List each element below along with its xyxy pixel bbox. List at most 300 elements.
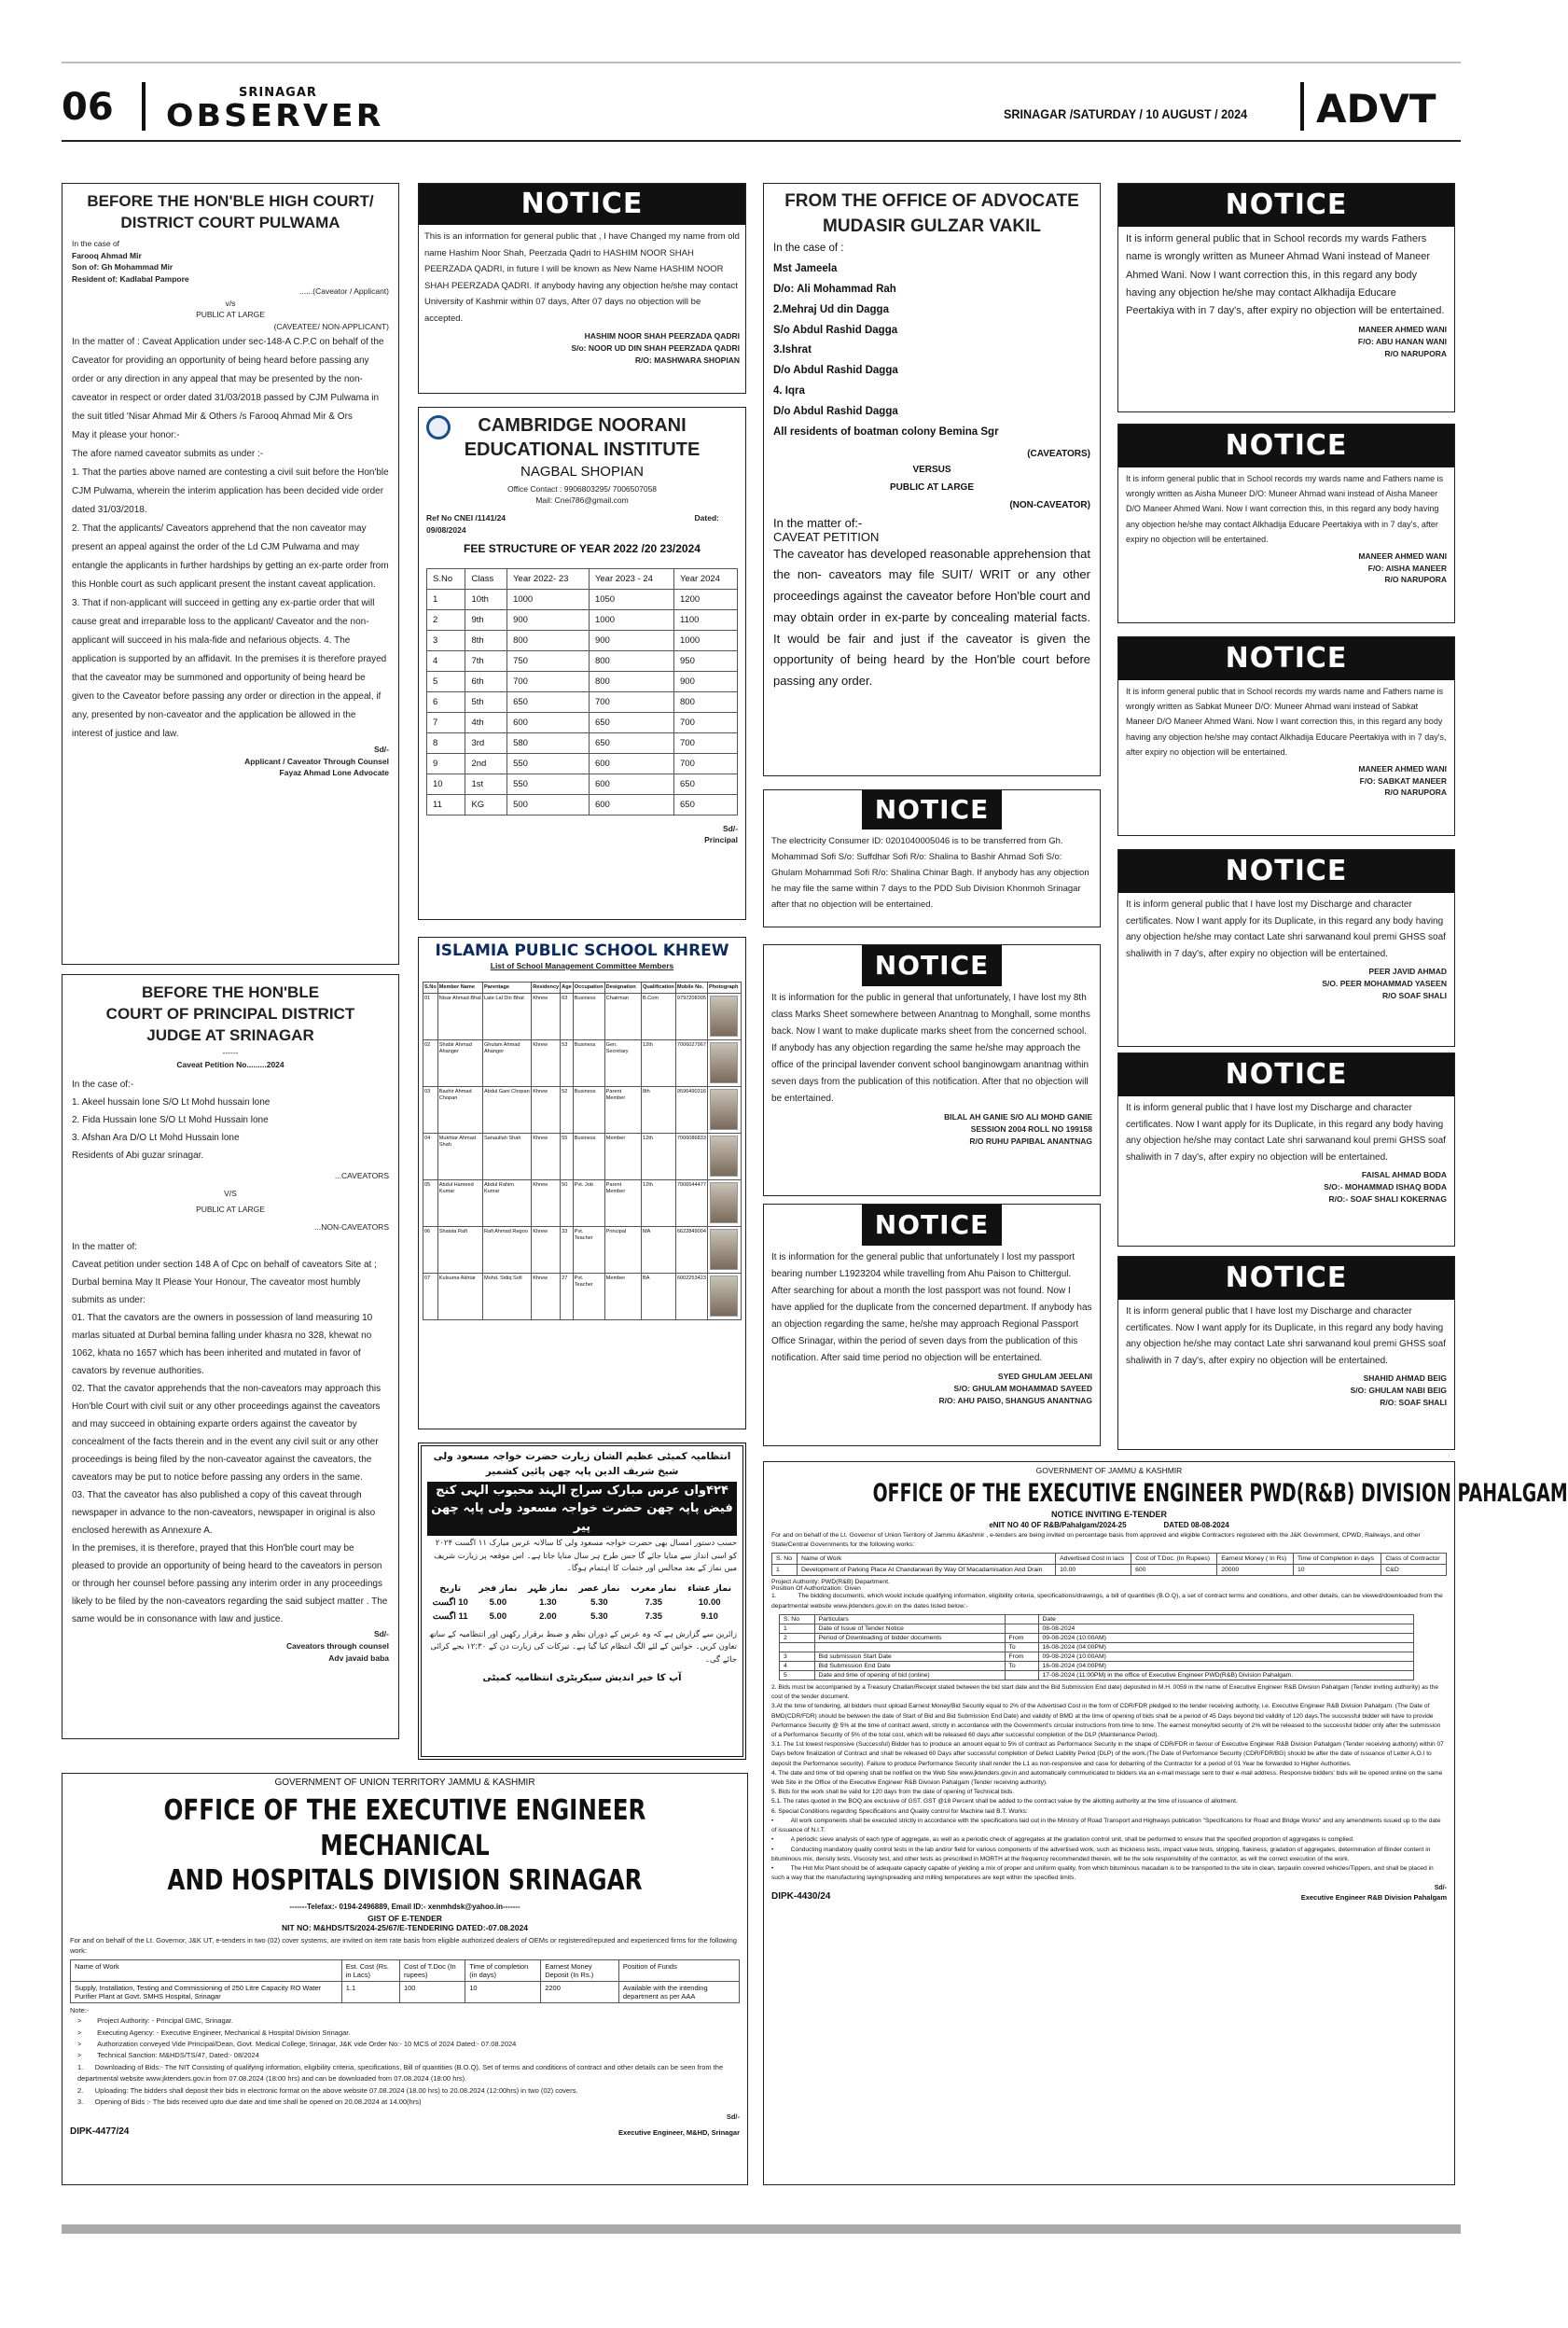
fee-title: FEE STRUCTURE OF YEAR 2022 /20 23/2024 [464, 541, 701, 555]
note-text: Technical Sanction: M&HDS/TS/47, Dated:- 08/2024 [97, 2051, 259, 2060]
column-header: Year 2022- 23 [507, 568, 590, 589]
table-cell: Shabir Ahmad Ahanger [437, 1040, 482, 1087]
table-cell: 01 [423, 994, 438, 1040]
clause-text: A periodic sieve analysis of each type of aggregate, as well as a periodic check of aggregates at the gradation control unit, shall be performed to ensure that the specified proportion of aggregates is complied. [790, 1836, 1354, 1844]
column-header: Year 2023 - 24 [589, 568, 673, 589]
table-cell: 7006086833 [675, 1134, 707, 1180]
signature: Principal [704, 835, 738, 845]
table-cell: 7006544477 [675, 1180, 707, 1227]
ref-line [426, 512, 738, 524]
line: 2.Mehraj Ud din Dagga [773, 303, 889, 315]
notice-body: This is an information for general public that , I have Changed my name from old name Hashim Noor Shah, Peerzada Qadri to HASHIM NOOR SHAH PEERZADA QADRI, in future I will be known as New Name HASHIM NOOR SHAH PEERZADA QADRI. If anybody having any objection he/she may contact University of Kashmir within 07 days, After 07 days no objection will be accepted. [424, 231, 740, 324]
column-header: S.No [427, 568, 465, 589]
contact-line: -------Telefax:- 0194-2496889, Email ID:- xenmhdsk@yahoo.in------- [289, 1902, 520, 1911]
line: In the case of : [773, 243, 844, 255]
applicant-father: Son of: Gh Mohammad Mir [72, 262, 173, 272]
signature-name: BILAL AH GANIE S/O ALI MOHD GANIE [944, 1112, 1092, 1122]
note-label: Note:- [70, 2006, 90, 2014]
dipk-number: DIPK-4477/24 [70, 2126, 130, 2137]
note-item: > Executing Agency: - Executive Engineer, Mechanical & Hospital Division Srinagar. [77, 2028, 351, 2037]
email: Mail: Cnei786@gmail.com [535, 495, 629, 506]
table-cell: Late Lal Din Bhat [482, 994, 531, 1040]
table-cell: Khrew [532, 1274, 561, 1320]
table-cell: BA [641, 1274, 675, 1320]
cambridge-noorani-fee-notice [418, 407, 746, 920]
table-cell [814, 1642, 1005, 1652]
line: All residents of boatman colony Bemina Sgr [773, 425, 999, 438]
masthead [62, 69, 1461, 142]
note-item: > Project Authority: - Principal GMC, Srinagar. [77, 2016, 233, 2026]
line: 4. Iqra [773, 385, 805, 397]
table-cell: 50 [561, 1180, 574, 1227]
ref-no: Ref No CNEI /1141/24 [426, 513, 506, 523]
photo-image [710, 1042, 738, 1083]
table-cell: 1st [465, 774, 507, 794]
signature: Executive Engineer R&B Division Pahalgam [1300, 1893, 1447, 1903]
table-cell: 8th [465, 630, 507, 650]
member-photo [708, 1180, 742, 1227]
table-cell: 7th [465, 650, 507, 671]
condition-item: 2. Uploading: The bidders shall deposit their bids in electronic format on the above website 07.08.2024 (18.00 hrs) to 20.08.2024 (12:00hrs) in two (02) covers. [77, 2085, 578, 2095]
table-row [427, 1582, 737, 1596]
separator [1300, 82, 1304, 131]
table-cell [1005, 1670, 1038, 1680]
table-cell: 900 [674, 671, 738, 691]
table-cell: Mukhtar Ahmad Shah [437, 1134, 482, 1180]
title-line-1: FROM THE OFFICE OF ADVOCATE [784, 191, 1079, 211]
column-header: Residency [532, 982, 561, 993]
column-header: Cost of T.Doc. (In Rupees) [1131, 1554, 1217, 1565]
table-cell: 600 [589, 794, 673, 815]
paragraph: 03. That the caveator has also published a copy of this caveat through newspaper in advance to the non-caveators, newspaper in original is also enclosed herewith as Annexure A. [72, 1490, 376, 1537]
line: 2. Fida Hussain lone S/O Lt Mohd Hussain lone [72, 1115, 269, 1126]
line: 3.Ishrat [773, 344, 812, 356]
paragraph: In the matter of: [72, 1242, 138, 1253]
table-cell: 17-08-2024 (11:00PM) in the office of Executive Engineer PWD(R&B) Division Pahalgam. [1038, 1670, 1413, 1680]
table-cell: 9 [427, 753, 465, 774]
table-cell: 650 [674, 794, 738, 815]
prayer-timing-table [427, 1582, 737, 1624]
table-cell: 650 [589, 732, 673, 753]
table-cell [1005, 1624, 1038, 1633]
table-cell: Kulsuma Akhtar [437, 1274, 482, 1320]
paragraph-text: The bidding documents, which would include qualifying information, eligibility criteria, specifications/drawings, a bill of quantities (B.O.Q), a set of contract terms and conditions, and other details, can be viewed/downloaded from the departmental website www.jktenders.gov.in on the dates listed below:- [771, 1593, 1443, 1610]
office-title-2: AND HOSPITALS DIVISION SRINAGAR [167, 1864, 643, 1897]
signature-parent: S/O:- MOHAMMAD ISHAQ BODA [1324, 1181, 1447, 1192]
table-cell: 10 [427, 774, 465, 794]
paragraph: 1. That the parties above named are contesting a civil suit before the Hon'ble CJM Pulwama, wherein the interim application has been decided vide order dated 31/03/2018. [72, 467, 389, 515]
table-row [780, 1633, 1414, 1642]
table-cell: 550 [507, 753, 590, 774]
table-cell: 950 [674, 650, 738, 671]
signature-session: SESSION 2004 ROLL NO 199158 [970, 1123, 1092, 1134]
note-text: Authorization conveyed Vide Principal/Dean, Govt. Medical College, Srinagar, J&K vide Order No:- 10 MCS of 2024 Dated:- 07.08.2024 [97, 2040, 517, 2048]
table-cell: 750 [507, 650, 590, 671]
table-cell: Date of Issue of Tender Notice [814, 1624, 1005, 1633]
notice-body: It is information for the public in general that unfortunately, I have lost my 8th class Marks Sheet somewhere between Anantnag to Monghall, some months back. Now I want to make duplicate marks sheet from the concerned school. If anybody has any objection regarding the same he/she may approach the office of the principal lavender convent school banginowgam anantnag within seven days from the publication of this notification. After that no objection will be entertained. [771, 993, 1090, 1104]
table-cell: 600 [589, 774, 673, 794]
paper-name: OBSERVER [166, 97, 384, 133]
table-cell: MA [641, 1227, 675, 1274]
notice-body: It is inform general public that in School records my wards name and Fathers name is wrongly written as Sabkat Muneer D/O: Muneer Ahmad wani instead of Sabkat Maneer D/O Maneer Ahmed Wani. Now I want correction this, in this regard any body having any objection he/she may contact Alkhadija Educare Peertakiya with in 7 day's, after expiry no objection will be entertained. [1126, 687, 1447, 757]
table-cell: 33 [561, 1227, 574, 1274]
notice-body: It is information for the general public that unfortunately I lost my passport bearing number L1923204 while travelling from Ahu Paison to Chittergul. After searching for about a month the lost passport was not found. Now I have applied for the duplicate from the concerned department. If anybody has an objection regarding the same, he/she may approach Regional Passport Office Srinagar, within the period of seven days from the publication of this notification. After said time period no objection will be entertained. [771, 1252, 1092, 1363]
table-cell: 600 [589, 753, 673, 774]
table-cell: 16-08-2024 (04:00PM) [1038, 1661, 1413, 1670]
table-cell: Business [573, 994, 604, 1040]
notice-discharge-certificate-2 [1117, 1052, 1455, 1247]
notice-body: It is inform general public that in School records my wards name and Fathers name is wrongly written as Aisha Muneer D/O: Muneer Ahmad wani instead of Aisha Maneer D/O Maneer Ahmed Wani. Now I want correction this, in this regard any body having any objection he/she may contact Alkhadija Educare Peertakiya with in 7 day's, after expiry no objection will be entertained. [1126, 474, 1444, 544]
clause: • Conducting mandatory quality control tests in the lab and/or field for various components of the advertised work, such as thickness tests, impact value tests, stripping, flakiness, gradation of aggregates, determination of Binder content in bituminous mix, density tests, Viscosity test, and other tests as prescribed in MORTH at the frequency recommended therein, will be the sole responsibility of the contractor, as will the correct execution of the work. [771, 1846, 1431, 1862]
dateline: SRINAGAR /SATURDAY / 10 AUGUST / 2024 [1004, 106, 1248, 121]
table-cell: Bashir Ahmad Chopan [437, 1087, 482, 1134]
table-row [423, 1227, 742, 1274]
photo-image [710, 1182, 738, 1223]
table-cell: Abdul Gani Chopan [482, 1087, 531, 1134]
paragraph: 02. That the cavator apprehends that the non-caveators may approach this Hon'ble Court with civil suit or any other proceedings against the caveators and may succeed in obtaining exparte orders against the caveator by concealment of the facts therein and in the event any civil suit or any other proceedings is being filed by the non-caveator against the caveators, the caveators may be put to notice before passing any orders in the same. [72, 1384, 382, 1484]
school-logo-icon [426, 415, 451, 439]
table-cell: 100 [399, 1982, 465, 2003]
paragraph: 1. The bidding documents, which would include qualifying information, eligibility criteria, specifications/drawings, a bill of quantities (B.O.Q), a set of contract terms and conditions, and other details, can be viewed/downloaded from the departmental website www.jktenders.gov.in on the dates listed below:- [771, 1593, 1443, 1610]
clause: • All work components shall be executed strictly in accordance with the specifications laid out in the Ministry of Road Transport and Highways publication "Specifications for Road and Bridge Works" and any amendments issued up to the date of issuance of N.I.T. [771, 1817, 1441, 1834]
notice-heading: NOTICE [862, 790, 1002, 829]
table-cell: Mohd. Sidiq Sofi [482, 1274, 531, 1320]
nit-date: DATED 08-08-2024 [1163, 1521, 1229, 1530]
schedule-table [779, 1614, 1414, 1680]
table-row [427, 753, 738, 774]
signature-name: MANEER AHMED WANI [1358, 763, 1447, 774]
table-row [772, 1565, 1447, 1576]
public-at-large: PUBLIC AT LARGE [890, 481, 974, 493]
notice-heading: NOTICE [862, 1205, 1002, 1246]
table-cell: 5.00 [489, 1610, 507, 1622]
table-row [780, 1661, 1414, 1670]
notice-school-record-2 [1117, 424, 1455, 623]
paragraph: 01. That the cavators are the owners in possession of land measuring 10 marlas situated at Durbal bemina falling under khasra no 328, khewat no 1062, khata no 1657 which has been inherited and mutated in favor of cavators by revenue authorities. [72, 1313, 373, 1377]
table-cell: 580 [507, 732, 590, 753]
table-cell: Date and time of opening of bid (online) [814, 1670, 1005, 1680]
caveators-role: (CAVEATORS) [1027, 448, 1090, 459]
signature-line-1: Applicant / Caveator Through Counsel [244, 756, 389, 766]
contact: Office Contact : 9906803295/ 7006507058 [506, 483, 658, 494]
table-cell: 5.30 [590, 1596, 608, 1608]
tender-table [70, 1959, 740, 2003]
table-cell: Khrew [532, 1087, 561, 1134]
sd: Sd/- [726, 2112, 740, 2122]
signature-residence: R/O: AHU PAISO, SHANGUS ANANTNAG [938, 1395, 1092, 1405]
table-row [423, 1087, 742, 1134]
table-cell: 1000 [589, 609, 673, 630]
versus: V/S [224, 1189, 237, 1199]
table-cell: 800 [674, 691, 738, 712]
signature-residence: R/O: MASHWARA SHOPIAN [634, 355, 740, 365]
table-cell: Abdul Hameed Kumar [437, 1180, 482, 1227]
notice-body: It is inform general public that I have lost my Discharge and character certificates. Now I want apply for its Duplicate, in this regard any body having any objection he/she may contact Late shri sarwanand koul premi GHSS soaf shaliwith in 7 day's, after expiry no objection will be entertained. [1126, 899, 1446, 959]
table-cell: B.Com [641, 994, 675, 1040]
urdu-heading-1: انتظامیہ کمیٹی عظیم الشان زیارت حضرت خواجہ مسعود ولی شیخ شریف الدین پاپہ چھن پائین کشمیر [433, 1451, 731, 1477]
notice-discharge-certificate-1 [1117, 849, 1455, 1047]
caveat-petition-line: CAVEAT PETITION [773, 529, 880, 544]
table-cell: 27 [561, 1274, 574, 1320]
table-cell: 2200 [541, 1982, 619, 2003]
photo-image [710, 1229, 738, 1270]
table-row [427, 774, 738, 794]
case-of: In the case of [72, 238, 120, 248]
sd: Sd/- [373, 1629, 389, 1639]
table-cell: Business [573, 1134, 604, 1180]
title-line-2: DISTRICT COURT PULWAMA [120, 213, 340, 231]
table-cell: 1000 [507, 589, 590, 609]
gist-title: GIST OF E-TENDER [368, 1913, 442, 1923]
table-cell: 2 [427, 609, 465, 630]
clause: 6. Special Conditions regarding Specifications and Quality control for Machine laid B.T. Works: [771, 1807, 1028, 1815]
signature-residence: R/O NARUPORA [1384, 575, 1447, 585]
nit-number: NIT NO: M&HDS/TS/2024-25/67/E-TENDERING DATED:-07.08.2024 [282, 1922, 528, 1932]
column-header: Est. Cost (Rs. in Lacs) [341, 1960, 399, 1982]
table-cell: Chairman [604, 994, 641, 1040]
header-rule [62, 140, 1461, 142]
table-cell: Nisar Ahmad Bhat [437, 994, 482, 1040]
table-row [423, 1040, 742, 1087]
column-header: تاریخ [439, 1582, 462, 1594]
column-header: نماز عصر [578, 1582, 620, 1594]
non-caveator-role: (NON-CAVEATOR) [1009, 499, 1090, 510]
matter-line: In the matter of:- [773, 515, 863, 530]
list-subtitle: List of School Management Committee Members [490, 961, 674, 970]
title-line-1: BEFORE THE HON'BLE [141, 983, 320, 1001]
versus: VERSUS [912, 464, 951, 475]
paragraph: The afore named caveator submits as under :- [72, 448, 264, 459]
table-cell: 700 [507, 671, 590, 691]
table-cell: To [1005, 1661, 1038, 1670]
table-row [427, 609, 738, 630]
table-cell: Khrew [532, 1227, 561, 1274]
table-cell: 8th [641, 1087, 675, 1134]
table-cell: 650 [674, 774, 738, 794]
note-item: > Technical Sanction: M&HDS/TS/47, Dated:- 08/2024 [77, 2051, 259, 2060]
table-cell: 11 اگست [432, 1610, 468, 1622]
column-header: نماز عشاء [687, 1582, 732, 1594]
table-cell: Rafi Ahmad Regoo [482, 1227, 531, 1274]
dash: ------ [222, 1047, 239, 1057]
table-cell: 2nd [465, 753, 507, 774]
notice-heading: NOTICE [1118, 1053, 1454, 1096]
district-judge-caveat [62, 974, 399, 1739]
column-header: Position of Funds [618, 1960, 739, 1982]
clause: 5.1. The rates quoted in the BOQ are exclusive of GST. GST @18 Percent shall be added to the contract value by the allotting authority at the time of issuance of allotment. [771, 1798, 1238, 1805]
table-row [427, 1596, 737, 1610]
signature-name: SYED GHULAM JEELANI [997, 1372, 1092, 1381]
photo-image [710, 1136, 738, 1177]
table-cell: Khrew [532, 1134, 561, 1180]
table-cell: 05 [423, 1180, 438, 1227]
advocate-vakil-caveat [763, 183, 1101, 776]
table-cell: Sanaullah Shah [482, 1134, 531, 1180]
dipk-number: DIPK-4430/24 [771, 1891, 831, 1903]
table-cell: 7 [427, 712, 465, 732]
sd: Sd/- [1434, 1885, 1447, 1892]
table-cell: Member [604, 1274, 641, 1320]
caveators-role: ...CAVEATORS [334, 1171, 389, 1181]
table-cell: Business [573, 1087, 604, 1134]
table-cell: Bid submission Start Date [814, 1652, 1005, 1661]
nit-title: NOTICE INVITING E-TENDER [1050, 1510, 1167, 1520]
table-row [423, 1180, 742, 1227]
table-cell: Parent Member [604, 1180, 641, 1227]
line: D/o Abdul Rashid Dagga [773, 365, 898, 377]
signature-name: SHAHID AHMAD BEIG [1363, 1373, 1447, 1383]
line: Residents of Abi guzar srinagar. [72, 1150, 204, 1162]
urdu-paragraph: حسب دستور امسال بھی حضرت خواجہ مسعود ولی کا سالانہ عرس مبارک ۱۱ اگست ۲۰۲۴ کو اسی انداز سے منایا جائے گا جس طرح ہر سال منایا جاتا ہے۔ اس موقعہ پر زیارت شریف میں نماز کے بعد مجالس اور ختمات کا اہتمام ہوگا۔ [434, 1539, 737, 1574]
high-court-caveat [62, 183, 399, 965]
clause: 2. Bids must be accompanied by a Treasury Challan/Receipt stated between the bid start date and the Bid Submission End date) deposited in M.H. 0059 in the name of Executive Engineer R&B Division Pahalgam (Tender inviting authority) as the cost of the tender document. [771, 1683, 1439, 1701]
school-title: ISLAMIA PUBLIC SCHOOL KHREW [435, 941, 729, 960]
table-cell: 12th [641, 1040, 675, 1087]
column-header: Designation [604, 982, 641, 993]
paragraph: 3. That if non-applicant will succeed in getting any ex-partie order that will cause great and irreparable loss to the applicant/ Caveator and the non-applicant will succeed in his mala-fide and nefarious objects. 4. The application is supported by an affidavit. In the premises it is therefore prayed that the caveator may be summoned and opportunity of being heard be given to the Caveator before passing any order or direction in the appeal, if any, presented by non-caveator and the application be allowed in the interest of justice and law. [72, 597, 387, 739]
table-cell: 10th [465, 589, 507, 609]
table-cell: 1200 [674, 589, 738, 609]
public-at-large: PUBLIC AT LARGE [196, 1204, 265, 1214]
line: S/o Abdul Rashid Dagga [773, 324, 898, 336]
table-cell: 5.30 [590, 1610, 608, 1622]
sd: Sd/- [722, 823, 738, 833]
signature-residence: R/O RUHU PAPIBAL ANANTNAG [969, 1136, 1092, 1146]
table-cell: 8 [427, 732, 465, 753]
clause: 3.1. The 1st lowest responsive (Successful) Bidder has to produce an amount equal to 5% of contract as Performance Security in the shape of CDR/FDR in favour of Executive Engineer R&B Division Pahalgam (Tender receiving authority) within 07 Days before finalization of Contract and shall be released 60 Days after successful completion of Defect Liability Period (DLP) of the work.(The Date of Performance Security (CDR/FDR/BG) should be after the date of issuance of Letter A.O.I to deposit the Performance security). Failure to produce Performance Security shall render the L1 as non-responsive and case for debarring of the Contractor for a period of 01 Year be forwarded to Higher Authorities. [771, 1741, 1444, 1767]
clause: 4. The date and time of bid opening shall be notified on the Web Site www.jktenders.gov.in and automatically communicated to bidders via an e-mail message sent to their e-mail address. Responsive bidders' bids will be opened online on the same Web Site in the Office of the Executive Engineer R&B Division Pahalgam (Tender receiving authority). [771, 1769, 1443, 1787]
table-row [427, 732, 738, 753]
column-header [1005, 1614, 1038, 1624]
table-cell: 800 [507, 630, 590, 650]
table-cell: Supply, Installation, Testing and Commissioning of 250 Litre Capacity RO Water Purifier Plant at Govt. SMHS Hospital, Srinagar [71, 1982, 342, 2003]
line: Mst Jameela [773, 263, 838, 275]
title-line-1: BEFORE THE HON'BLE HIGH COURT/ [87, 192, 374, 210]
table-cell: 550 [507, 774, 590, 794]
table-cell: 700 [674, 753, 738, 774]
fee-table [426, 568, 738, 815]
column-header: نماز مغرب [631, 1582, 677, 1594]
notice-body: It is inform general public that I have lost my Discharge and character certificates. Now I want apply for its Duplicate, in this regard any body having any objection he/she may contact Late shri sarwanand koul premi GHSS soaf shaliwith in 7 day's, after expiry no objection will be entertained. [1126, 1306, 1446, 1366]
signature-name: MANEER AHMED WANI [1358, 325, 1447, 335]
signature-parent: S/O: GHULAM NABI BEIG [1350, 1385, 1447, 1395]
table-cell: 9596490316 [675, 1087, 707, 1134]
table-cell [780, 1642, 815, 1652]
column-header: Advertised Cost in lacs [1056, 1554, 1131, 1565]
table-cell: From [1005, 1652, 1038, 1661]
page-number: 06 [62, 86, 114, 129]
table-cell: 11 [427, 794, 465, 815]
table-cell: 06 [423, 1227, 438, 1274]
notice-body: It is inform general public that in School records my wards Fathers name is wrongly written as Muneer Ahmad Wani instead of Maneer Ahmed Wani. Now I want correction this, in this regard any body having any objection he/she may contact Alkhadija Educare Peertakiya with in 7 day's, after expiry no objection will be entertained. [1126, 233, 1445, 316]
column-header: Name of Work [797, 1554, 1055, 1565]
notice-heading: NOTICE [1118, 637, 1454, 680]
notice-heading: NOTICE [419, 184, 745, 225]
signature-residence: R/O:- SOAF SHALI KOKERNAG [1328, 1193, 1447, 1204]
table-cell: 1.1 [341, 1982, 399, 2003]
table-cell: From [1005, 1633, 1038, 1642]
table-cell: 3 [780, 1652, 815, 1661]
table-row [427, 589, 738, 609]
table-cell: 3 [427, 630, 465, 650]
column-header: Photograph [708, 982, 742, 993]
clause: 3.At the time of tendering, all bidders must upload Earnest Money/Bid Security equal to 2% of the Advertised Cost in the form of CDR/FDR pledged to the tender receiving authority, i.e. Executive Engineer R&B Division Pahalgam. (The Date of BMD(CDR/FDR) should be between the date of Start of Bid and Bid Submission End Date) and validity of BMD at the time of opening of bids shall be a period of 45 Days beyond bid validity of 120 days.The successful bidder will have to provide Performance Security @ 5% at the time of contract award, strictly in accordance with the Government's circular instructions from time to time. The earnest money/bid security of 2% will be released to the successful bidder only after the submission of a Performance Security of 5% of the total cost, which will be released 60 days after successful completion of the DLP (Maintenance Period). [771, 1703, 1441, 1738]
condition-text: Downloading of Bids:- The NIT Consisting of qualifying information, eligibility criteria, specifications, Bill of quantities (B.O.Q), Set of terms and conditions of contract and other details can be seen from the departmental website www.jktenders.gov.in from 07.08.2024 (18:00 hrs) and can be downloaded from 07.08.2024 (18:00 hrs). [77, 2062, 724, 2084]
separator [142, 82, 146, 131]
urdu-footer: آپ کا خیر اندیش سیکریٹری انتظامیہ کمیٹی [482, 1672, 682, 1683]
table-cell: 7.35 [645, 1610, 662, 1622]
table-cell: Pvt. Teacher [573, 1274, 604, 1320]
signature-residence: R/O: SOAF SHALI [1380, 1397, 1447, 1407]
table-row [427, 1610, 737, 1624]
table-row [772, 1554, 1447, 1565]
title-line-3: JUDGE AT SRINAGAR [146, 1025, 314, 1044]
table-cell: Abdul Rahim Kumar [482, 1180, 531, 1227]
table-cell: 9797208305 [675, 994, 707, 1040]
table-cell: 500 [507, 794, 590, 815]
applicant-residence: Resident of: Kadlabal Pampore [72, 274, 189, 285]
table-cell: Pvt. Job [573, 1180, 604, 1227]
table-row [780, 1642, 1414, 1652]
table-row [780, 1652, 1414, 1661]
petition-no: Caveat Petition No.........2024 [176, 1059, 284, 1069]
table-cell: 6 [427, 691, 465, 712]
members-table [423, 982, 742, 1320]
notice-heading: NOTICE [1118, 184, 1454, 227]
table-cell: 10.00 [1056, 1565, 1131, 1576]
paper-top-label: SRINAGAR [239, 86, 317, 100]
table-cell: 04 [423, 1134, 438, 1180]
column-header: Particulars [814, 1614, 1005, 1624]
table-cell: 10 [465, 1982, 541, 2003]
table-cell: 700 [589, 691, 673, 712]
table-cell: 5.00 [489, 1596, 507, 1608]
versus: v/s [225, 298, 236, 308]
clause: • A periodic sieve analysis of each type of aggregate, as well as a periodic check of aggregates at the gradation control unit, shall be performed to ensure that the specified proportion of aggregates is complied. [771, 1836, 1354, 1844]
member-photo [708, 1227, 742, 1274]
table-cell: 600 [1131, 1565, 1217, 1576]
member-photo [708, 994, 742, 1040]
table-cell: Khrew [532, 1040, 561, 1087]
table-cell: Gen. Secretary [604, 1040, 641, 1087]
notice-heading: NOTICE [1118, 1257, 1454, 1300]
notice-discharge-certificate-3 [1117, 1256, 1455, 1450]
applicant-name: Farooq Ahmad Mir [72, 250, 142, 260]
urdu-paragraph: زائرین سے گزارش ہے کہ وہ عرس کے دوران نظم و ضبط برقرار رکھیں اور انتظامیہ کے ساتھ تعاون کریں۔ خواتین کے لئے الگ انتظام کیا گیا ہے۔ تبرکات کی زیارت دن کے ۱۲:۳۰ بجے کرائی جائے گی۔ [428, 1629, 737, 1665]
table-cell: Business [573, 1040, 604, 1087]
notice-body: The electricity Consumer ID: 0201040005046 is to be transferred from Gh. Mohammad Sofi S/o: Suffdhar Sofi R/o: Shalina to Bashir Ahmad Sofi S/o: Ghulam Mohammad Sofi R/o: Shalina Chinar Bagh. If anybody has any objection he may file the same within 7 days to the PDD Sub Division Khonmoh Srinagar after that no objection will be entertained. [771, 836, 1089, 911]
work-table [771, 1553, 1447, 1576]
table-cell: 900 [589, 630, 673, 650]
line: D/o: Ali Mohammad Rah [773, 283, 896, 295]
table-cell: 10 [1293, 1565, 1381, 1576]
table-cell: 650 [589, 712, 673, 732]
member-photo [708, 1087, 742, 1134]
condition-text: Opening of Bids :- The bids received upto due date and time shall be opened on 20.08.2024 at 14.00(hrs) [94, 2097, 422, 2106]
public-at-large: PUBLIC AT LARGE [196, 310, 265, 320]
project-authority: Project Authority: PWD(R&B) Department. [771, 1579, 890, 1586]
table-cell: 1050 [589, 589, 673, 609]
signature-parent: F/O: AISHA MANEER [1367, 563, 1447, 573]
table-row [427, 794, 738, 815]
table-cell: 600 [507, 712, 590, 732]
paragraph: In the premises, it is therefore, prayed that this Hon'ble court may be pleased to provide an opportunity of being heard to the caveators in person or through her counsel before passing any interim order in any proceedings likely to be filed by the non-caveators regarding the said subject matter . The same would be in consonance with law and justice. [72, 1543, 388, 1625]
photo-image [710, 1276, 738, 1317]
table-cell: 7006027967 [675, 1040, 707, 1087]
table-cell: 1.30 [539, 1596, 557, 1608]
table-cell: 900 [507, 609, 590, 630]
non-caveators-role: ...NON-CAVEATORS [314, 1221, 389, 1232]
